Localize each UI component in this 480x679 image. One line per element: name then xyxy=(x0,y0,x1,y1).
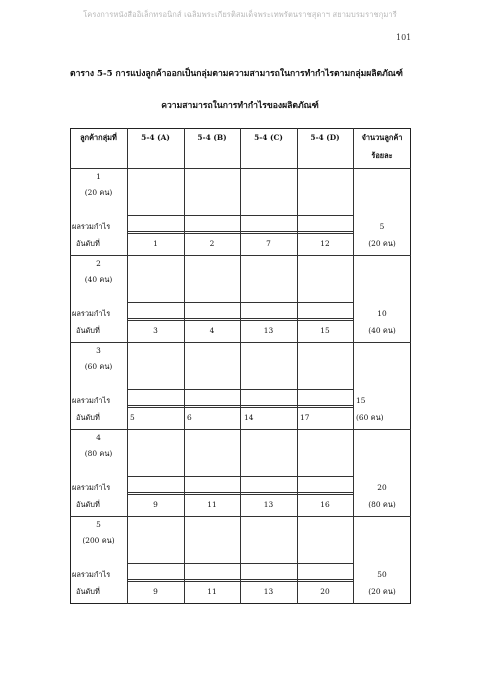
profit-total-label: ผลรวมกำไร xyxy=(72,570,111,579)
sum-line xyxy=(127,579,353,580)
column-divider xyxy=(127,128,128,604)
rank-d: 15 xyxy=(320,326,330,335)
header-percent: ร้อยละ xyxy=(371,151,393,160)
header-product-c: 5-4 (C) xyxy=(254,133,283,142)
group-divider xyxy=(70,429,411,430)
rank-a: 9 xyxy=(153,587,158,596)
column-divider xyxy=(184,128,185,604)
customer-count: 50 xyxy=(377,570,387,579)
header-product-b: 5-4 (B) xyxy=(197,133,227,142)
rank-c: 13 xyxy=(263,587,274,596)
rank-d: 16 xyxy=(320,500,330,509)
rank-d: 17 xyxy=(300,413,310,422)
table-subtitle: ความสามารถในการทำกำไรของผลิตภัณฑ์ xyxy=(161,101,319,111)
sum-line xyxy=(127,476,353,477)
rank-label: อันดับที่ xyxy=(76,413,100,422)
profit-total-label: ผลรวมกำไร xyxy=(72,483,111,492)
rank-c: 14 xyxy=(244,413,254,422)
group-people: (80 คน) xyxy=(84,449,113,458)
header-product-d: 5-4 (D) xyxy=(310,133,340,142)
header-customers: จำนวนลูกค้า xyxy=(361,133,403,142)
group-number: 5 xyxy=(96,520,101,529)
profit-total-label: ผลรวมกำไร xyxy=(72,396,111,405)
sum-line xyxy=(127,215,353,216)
group-number: 3 xyxy=(96,346,101,355)
sum-line xyxy=(127,405,353,406)
sum-line xyxy=(127,231,353,232)
profit-total-label: ผลรวมกำไร xyxy=(72,222,111,231)
page-number: 101 xyxy=(396,33,412,42)
rank-label: อันดับที่ xyxy=(76,239,100,248)
watermark: โครงการหนังสืออิเล็กทรอนิกส์ เฉลิมพระเกียรติสมเด็จพระเทพรัตนราชสุดาฯ สยามบรมราชกุมารี xyxy=(83,10,397,19)
sum-line xyxy=(127,581,353,582)
rank-label: อันดับที่ xyxy=(76,326,100,335)
column-divider xyxy=(297,128,298,604)
rank-a: 3 xyxy=(153,326,158,335)
rank-label: อันดับที่ xyxy=(76,587,100,596)
rank-a: 1 xyxy=(153,239,158,248)
header-divider xyxy=(70,168,411,169)
profit-total-label: ผลรวมกำไร xyxy=(72,309,111,318)
sum-line xyxy=(127,233,353,234)
customer-percent: (20 คน) xyxy=(368,239,396,248)
customer-percent: (60 คน) xyxy=(356,413,384,422)
rank-label: อันดับที่ xyxy=(76,500,100,509)
rank-a: 5 xyxy=(130,413,135,422)
sum-line xyxy=(127,389,353,390)
rank-b: 11 xyxy=(207,587,217,596)
group-people: (200 คน) xyxy=(82,536,115,545)
rank-c: 13 xyxy=(263,500,274,509)
sum-line xyxy=(127,492,353,493)
rank-b: 2 xyxy=(209,239,215,248)
customer-percent: (40 คน) xyxy=(368,326,396,335)
sum-line xyxy=(127,318,353,319)
group-people: (60 คน) xyxy=(84,362,113,371)
group-number: 1 xyxy=(96,172,101,181)
table-title: ตาราง 5-5 การแบ่งลูกค้าออกเป็นกลุ่มตามความสามารถในการทำกำไรตามกลุ่มผลิตภัณฑ์ xyxy=(70,69,403,79)
group-divider xyxy=(70,516,411,517)
rank-d: 20 xyxy=(320,587,330,596)
rank-b: 11 xyxy=(207,500,217,509)
group-people: (20 คน) xyxy=(84,188,113,197)
rank-c: 13 xyxy=(263,326,274,335)
group-divider xyxy=(70,255,411,256)
sum-line xyxy=(127,302,353,303)
rank-d: 12 xyxy=(320,239,330,248)
sum-line xyxy=(127,407,353,408)
column-divider xyxy=(353,128,354,604)
rank-c: 7 xyxy=(266,239,271,248)
customer-percent: (20 คน) xyxy=(368,587,396,596)
group-divider xyxy=(70,342,411,343)
header-product-a: 5-4 (A) xyxy=(141,133,170,142)
sum-line xyxy=(127,320,353,321)
column-divider xyxy=(240,128,241,604)
rank-b: 4 xyxy=(209,326,215,335)
group-people: (40 คน) xyxy=(84,275,113,284)
customer-count: 15 xyxy=(356,396,366,405)
sum-line xyxy=(127,563,353,564)
header-group: ลูกค้ากลุ่มที่ xyxy=(80,133,117,142)
customer-count: 20 xyxy=(377,483,387,492)
customer-count: 5 xyxy=(379,222,385,231)
customer-count: 10 xyxy=(377,309,387,318)
segmentation-table xyxy=(70,128,411,604)
customer-percent: (80 คน) xyxy=(368,500,396,509)
group-number: 4 xyxy=(96,433,101,442)
rank-a: 9 xyxy=(153,500,158,509)
rank-b: 6 xyxy=(187,413,192,422)
sum-line xyxy=(127,494,353,495)
group-number: 2 xyxy=(96,259,101,268)
